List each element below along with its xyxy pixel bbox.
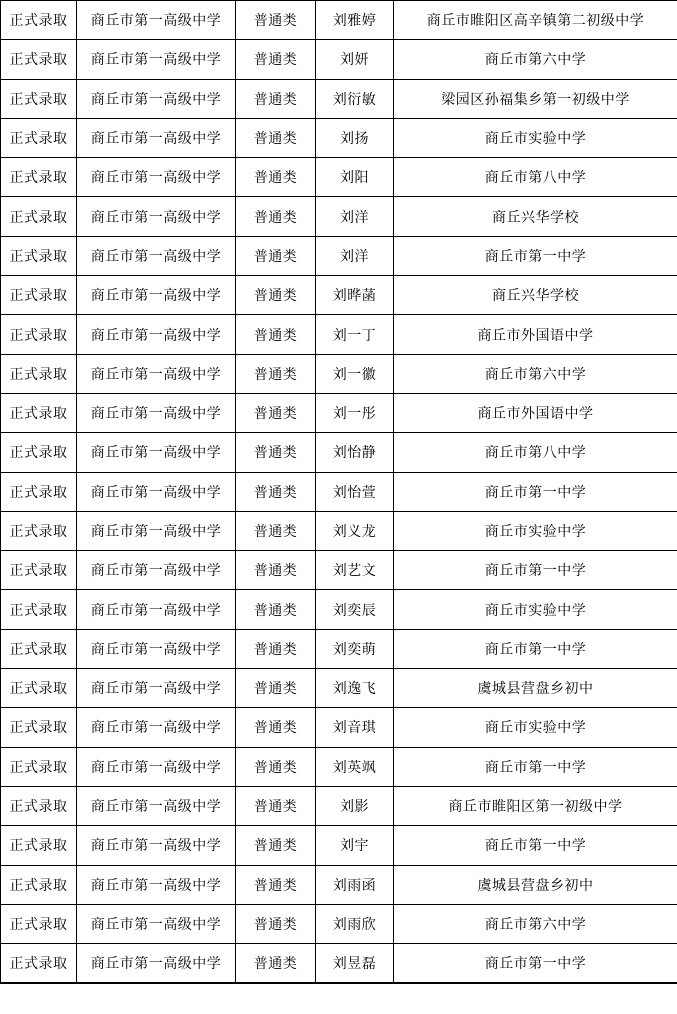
admission-status-cell: 正式录取 <box>1 590 77 629</box>
graduating-school-cell: 商丘市第八中学 <box>394 158 677 197</box>
category-cell: 普通类 <box>236 629 316 668</box>
graduating-school-cell: 商丘市外国语中学 <box>394 315 677 354</box>
admitted-school-cell: 商丘市第一高级中学 <box>77 669 236 708</box>
admitted-school-cell: 商丘市第一高级中学 <box>77 708 236 747</box>
table-row <box>1 511 677 550</box>
admission-status-cell: 正式录取 <box>1 747 77 786</box>
category-cell: 普通类 <box>236 1 316 40</box>
table-row <box>1 393 677 432</box>
admitted-school-cell: 商丘市第一高级中学 <box>77 511 236 550</box>
admission-status-cell: 正式录取 <box>1 393 77 432</box>
admission-status-cell: 正式录取 <box>1 551 77 590</box>
admission-status-cell: 正式录取 <box>1 315 77 354</box>
graduating-school-cell: 商丘市实验中学 <box>394 511 677 550</box>
category-cell: 普通类 <box>236 118 316 157</box>
category-cell: 普通类 <box>236 944 316 984</box>
table-row <box>1 433 677 472</box>
graduating-school-cell: 商丘市第六中学 <box>394 354 677 393</box>
student-name-cell: 刘洋 <box>316 236 394 275</box>
admission-status-cell: 正式录取 <box>1 472 77 511</box>
category-cell: 普通类 <box>236 472 316 511</box>
table-row <box>1 118 677 157</box>
graduating-school-cell: 商丘市实验中学 <box>394 708 677 747</box>
graduating-school-cell: 商丘兴华学校 <box>394 197 677 236</box>
admission-status-cell: 正式录取 <box>1 669 77 708</box>
category-cell: 普通类 <box>236 786 316 825</box>
admitted-school-cell: 商丘市第一高级中学 <box>77 236 236 275</box>
graduating-school-cell: 虞城县营盘乡初中 <box>394 669 677 708</box>
admitted-school-cell: 商丘市第一高级中学 <box>77 118 236 157</box>
category-cell: 普通类 <box>236 551 316 590</box>
category-cell: 普通类 <box>236 826 316 865</box>
admission-status-cell: 正式录取 <box>1 197 77 236</box>
admitted-school-cell: 商丘市第一高级中学 <box>77 393 236 432</box>
admission-status-cell: 正式录取 <box>1 1 77 40</box>
category-cell: 普通类 <box>236 511 316 550</box>
table-row <box>1 158 677 197</box>
table-row <box>1 40 677 79</box>
table-body <box>1 1 677 984</box>
category-cell: 普通类 <box>236 236 316 275</box>
table-row <box>1 276 677 315</box>
category-cell: 普通类 <box>236 315 316 354</box>
admission-status-cell: 正式录取 <box>1 826 77 865</box>
graduating-school-cell: 商丘市睢阳区高辛镇第二初级中学 <box>394 1 677 40</box>
admission-status-cell: 正式录取 <box>1 40 77 79</box>
graduating-school-cell: 商丘市睢阳区第一初级中学 <box>394 786 677 825</box>
table-row <box>1 197 677 236</box>
student-name-cell: 刘宇 <box>316 826 394 865</box>
student-name-cell: 刘衍敏 <box>316 79 394 118</box>
admission-status-cell: 正式录取 <box>1 79 77 118</box>
student-name-cell: 刘阳 <box>316 158 394 197</box>
table-row <box>1 786 677 825</box>
table-row <box>1 1 677 40</box>
student-name-cell: 刘昱磊 <box>316 944 394 984</box>
category-cell: 普通类 <box>236 865 316 904</box>
graduating-school-cell: 商丘市第一中学 <box>394 236 677 275</box>
student-name-cell: 刘一丁 <box>316 315 394 354</box>
admitted-school-cell: 商丘市第一高级中学 <box>77 865 236 904</box>
admitted-school-cell: 商丘市第一高级中学 <box>77 786 236 825</box>
category-cell: 普通类 <box>236 747 316 786</box>
admitted-school-cell: 商丘市第一高级中学 <box>77 40 236 79</box>
admitted-school-cell: 商丘市第一高级中学 <box>77 590 236 629</box>
category-cell: 普通类 <box>236 197 316 236</box>
student-name-cell: 刘洋 <box>316 197 394 236</box>
graduating-school-cell: 商丘市第一中学 <box>394 629 677 668</box>
graduating-school-cell: 商丘市第一中学 <box>394 747 677 786</box>
student-name-cell: 刘奕萌 <box>316 629 394 668</box>
admission-status-cell: 正式录取 <box>1 904 77 943</box>
student-name-cell: 刘雅婷 <box>316 1 394 40</box>
admission-status-cell: 正式录取 <box>1 629 77 668</box>
graduating-school-cell: 商丘市第一中学 <box>394 826 677 865</box>
admission-status-cell: 正式录取 <box>1 354 77 393</box>
student-name-cell: 刘奕辰 <box>316 590 394 629</box>
category-cell: 普通类 <box>236 708 316 747</box>
student-name-cell: 刘怡静 <box>316 433 394 472</box>
graduating-school-cell: 商丘市第八中学 <box>394 433 677 472</box>
category-cell: 普通类 <box>236 904 316 943</box>
graduating-school-cell: 商丘市实验中学 <box>394 590 677 629</box>
admission-status-cell: 正式录取 <box>1 708 77 747</box>
admitted-school-cell: 商丘市第一高级中学 <box>77 354 236 393</box>
student-name-cell: 刘雨欣 <box>316 904 394 943</box>
category-cell: 普通类 <box>236 158 316 197</box>
table-row <box>1 551 677 590</box>
graduating-school-cell: 梁园区孙福集乡第一初级中学 <box>394 79 677 118</box>
graduating-school-cell: 商丘市第一中学 <box>394 944 677 984</box>
student-name-cell: 刘扬 <box>316 118 394 157</box>
admitted-school-cell: 商丘市第一高级中学 <box>77 315 236 354</box>
category-cell: 普通类 <box>236 393 316 432</box>
graduating-school-cell: 商丘兴华学校 <box>394 276 677 315</box>
student-name-cell: 刘英飒 <box>316 747 394 786</box>
admission-status-cell: 正式录取 <box>1 118 77 157</box>
admitted-school-cell: 商丘市第一高级中学 <box>77 629 236 668</box>
category-cell: 普通类 <box>236 433 316 472</box>
graduating-school-cell: 商丘市第六中学 <box>394 40 677 79</box>
graduating-school-cell: 商丘市第一中学 <box>394 472 677 511</box>
admitted-school-cell: 商丘市第一高级中学 <box>77 551 236 590</box>
admission-status-cell: 正式录取 <box>1 276 77 315</box>
student-name-cell: 刘义龙 <box>316 511 394 550</box>
category-cell: 普通类 <box>236 276 316 315</box>
admitted-school-cell: 商丘市第一高级中学 <box>77 276 236 315</box>
table-row <box>1 79 677 118</box>
student-name-cell: 刘一徽 <box>316 354 394 393</box>
graduating-school-cell: 虞城县营盘乡初中 <box>394 865 677 904</box>
student-name-cell: 刘一彤 <box>316 393 394 432</box>
admission-status-cell: 正式录取 <box>1 158 77 197</box>
admitted-school-cell: 商丘市第一高级中学 <box>77 944 236 984</box>
category-cell: 普通类 <box>236 590 316 629</box>
student-name-cell: 刘雨函 <box>316 865 394 904</box>
admission-status-cell: 正式录取 <box>1 786 77 825</box>
admission-status-cell: 正式录取 <box>1 433 77 472</box>
table-row <box>1 865 677 904</box>
student-name-cell: 刘音琪 <box>316 708 394 747</box>
graduating-school-cell: 商丘市实验中学 <box>394 118 677 157</box>
table-row <box>1 904 677 943</box>
admitted-school-cell: 商丘市第一高级中学 <box>77 79 236 118</box>
table-row <box>1 944 677 984</box>
student-name-cell: 刘妍 <box>316 40 394 79</box>
table-row <box>1 236 677 275</box>
student-name-cell: 刘艺文 <box>316 551 394 590</box>
admission-status-cell: 正式录取 <box>1 865 77 904</box>
table-row <box>1 629 677 668</box>
admission-status-cell: 正式录取 <box>1 511 77 550</box>
admitted-school-cell: 商丘市第一高级中学 <box>77 197 236 236</box>
student-name-cell: 刘晔菡 <box>316 276 394 315</box>
category-cell: 普通类 <box>236 79 316 118</box>
table-row <box>1 315 677 354</box>
category-cell: 普通类 <box>236 354 316 393</box>
category-cell: 普通类 <box>236 40 316 79</box>
admitted-school-cell: 商丘市第一高级中学 <box>77 747 236 786</box>
graduating-school-cell: 商丘市第一中学 <box>394 551 677 590</box>
admission-status-cell: 正式录取 <box>1 236 77 275</box>
table-row <box>1 472 677 511</box>
table-row <box>1 747 677 786</box>
category-cell: 普通类 <box>236 669 316 708</box>
graduating-school-cell: 商丘市外国语中学 <box>394 393 677 432</box>
table-row <box>1 354 677 393</box>
student-name-cell: 刘影 <box>316 786 394 825</box>
student-name-cell: 刘怡萱 <box>316 472 394 511</box>
admission-status-cell: 正式录取 <box>1 944 77 984</box>
table-row <box>1 669 677 708</box>
admitted-school-cell: 商丘市第一高级中学 <box>77 433 236 472</box>
graduating-school-cell: 商丘市第六中学 <box>394 904 677 943</box>
admitted-school-cell: 商丘市第一高级中学 <box>77 1 236 40</box>
admitted-school-cell: 商丘市第一高级中学 <box>77 158 236 197</box>
admitted-school-cell: 商丘市第一高级中学 <box>77 826 236 865</box>
admitted-school-cell: 商丘市第一高级中学 <box>77 472 236 511</box>
admitted-school-cell: 商丘市第一高级中学 <box>77 904 236 943</box>
table-row <box>1 708 677 747</box>
table-row <box>1 590 677 629</box>
student-name-cell: 刘逸飞 <box>316 669 394 708</box>
table-row <box>1 826 677 865</box>
